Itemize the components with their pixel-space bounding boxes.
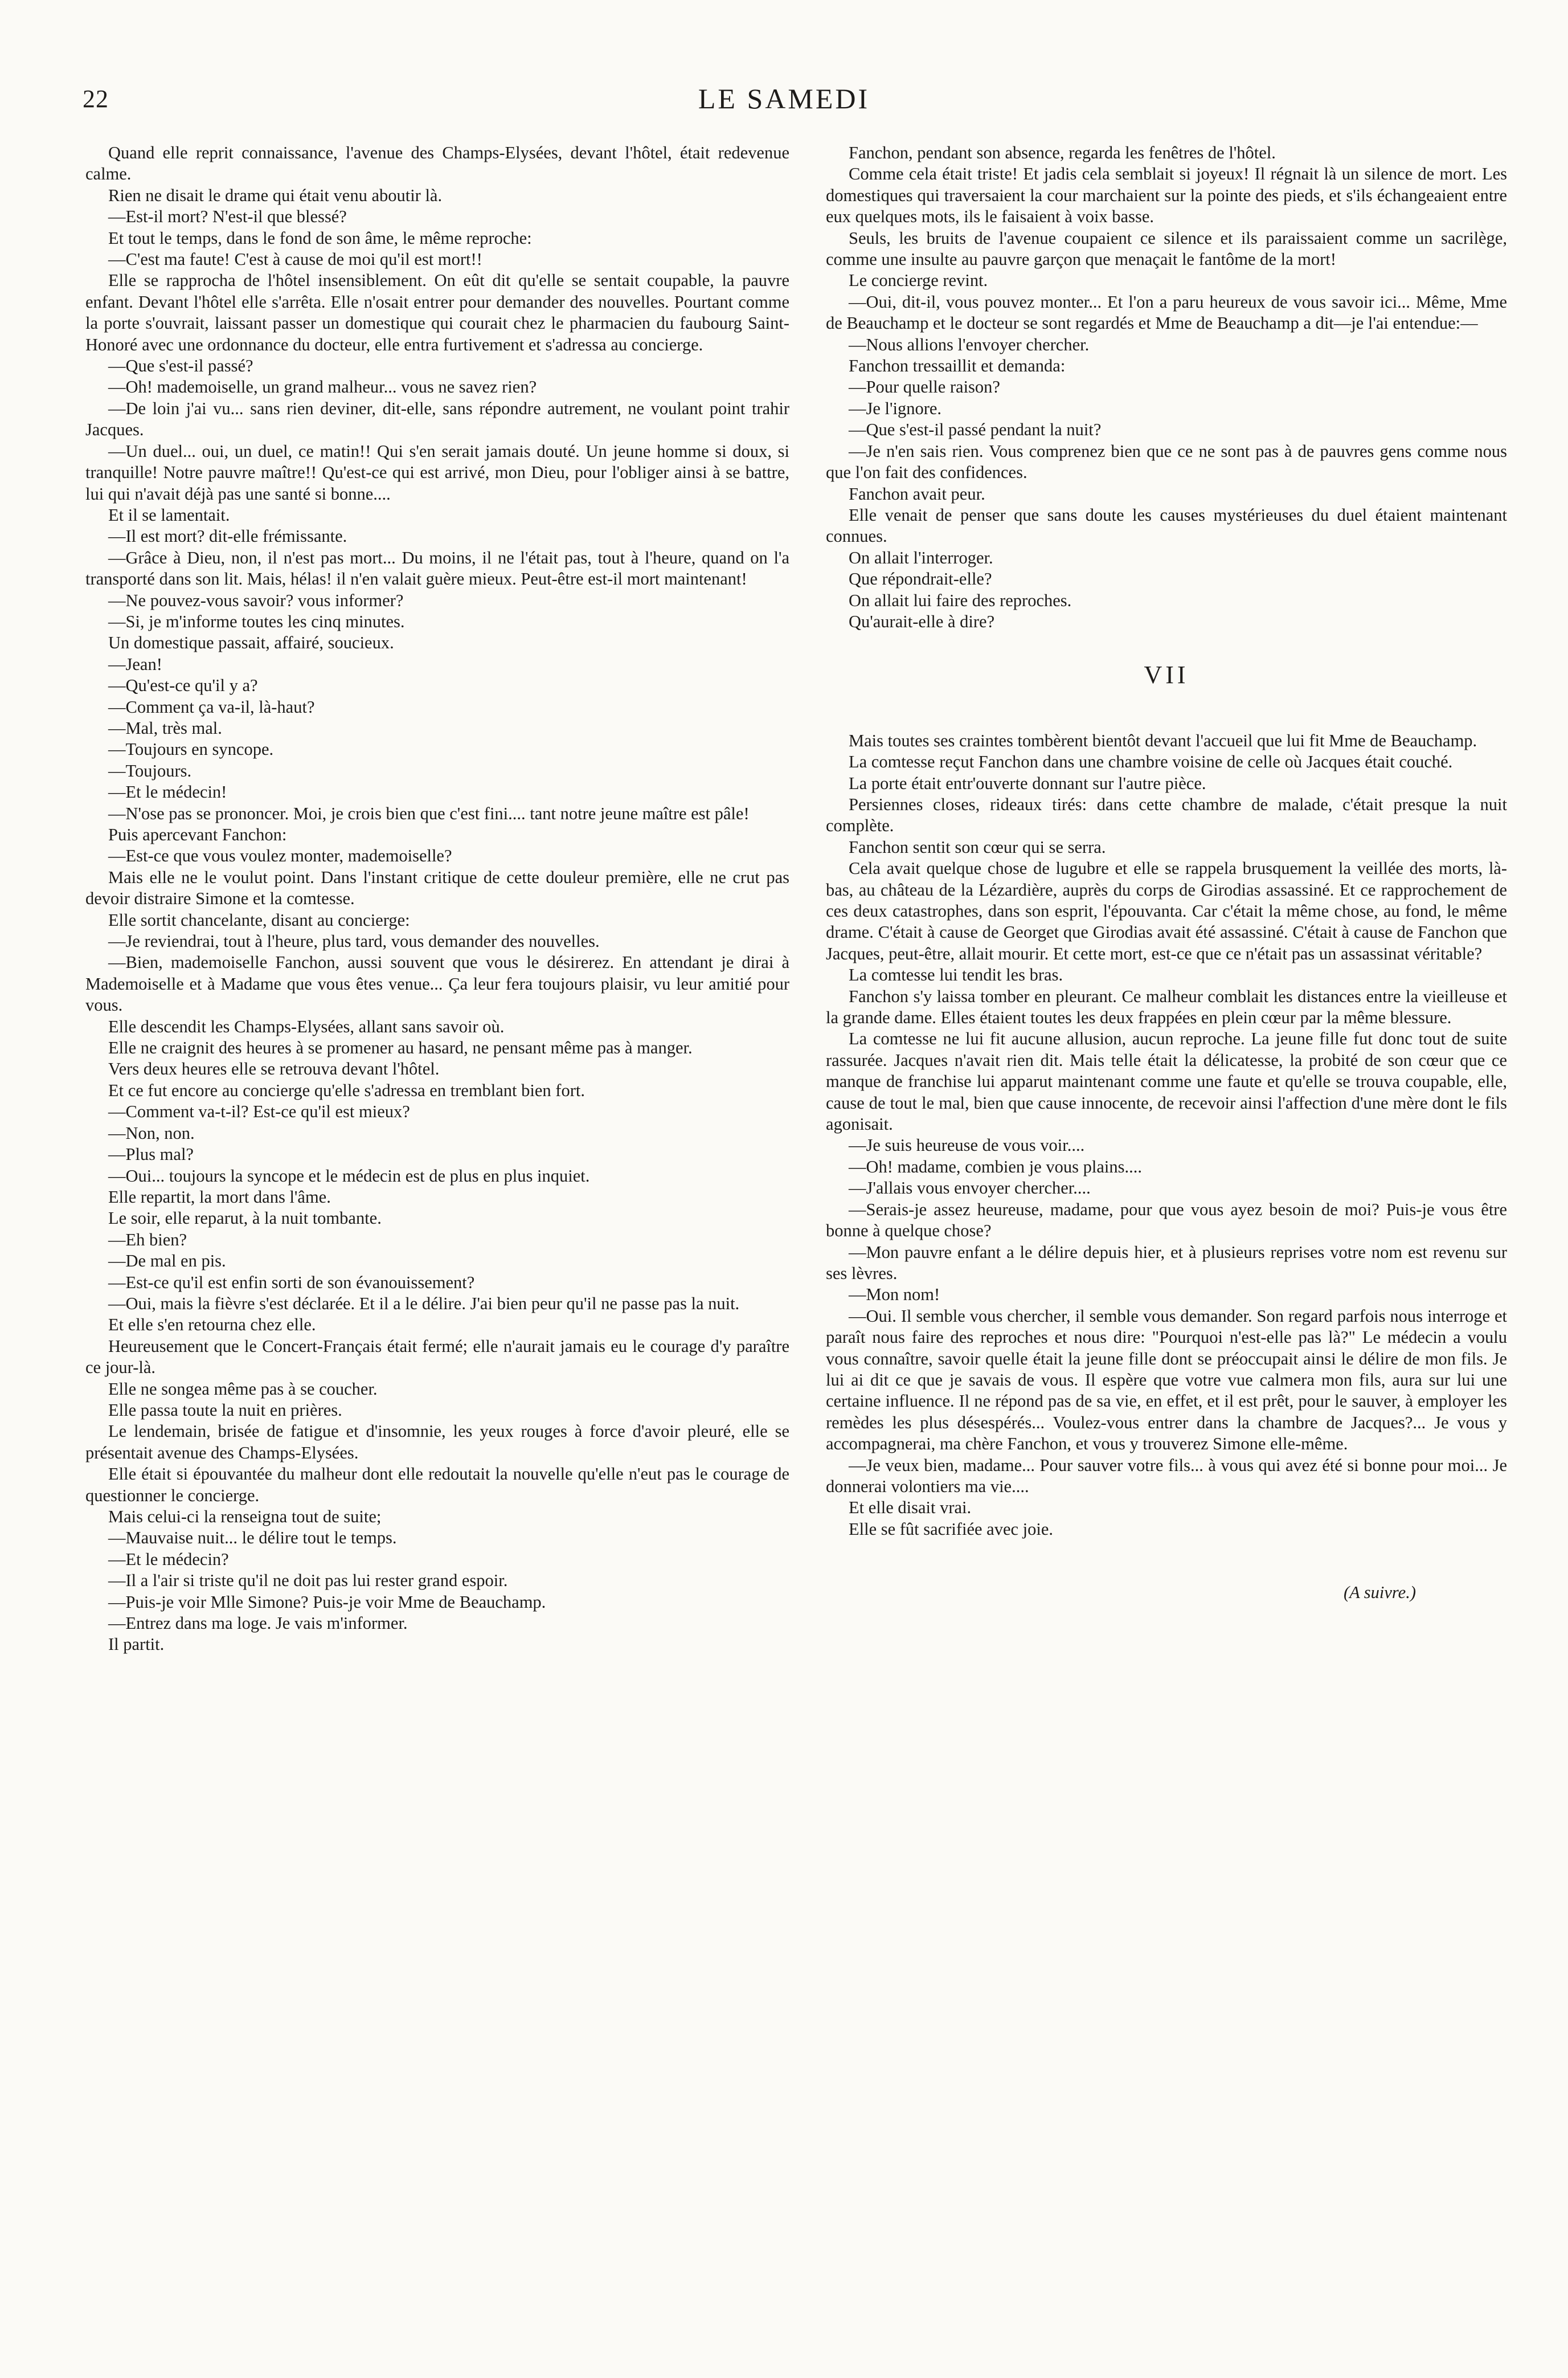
paragraph: —Oui. Il semble vous chercher, il semble vous demander. Son regard parfois nous interroge et paraît nous faire des reproches et nous dire: "Pourquoi n'est-elle pas là?" Le médecin a voulu vous connaître, savoir quelle était la jeune fille dont se préoccupait ainsi le délire de mon fils. Je lui ai dit ce que je savais de vous. Il espère que votre vue calmera mon fils, aura sur lui une certaine influence. Il ne répond pas de sa vie, en effet, et il est prêt, pour le sauver, à employer les remèdes les plus désespérés... Voulez-vous entrer dans la chambre de Jacques?... Je vous y accompagnerai, ma chère Fanchon, et vous y trouverez Simone elle-même. [826, 1306, 1507, 1454]
paragraph: —Serais-je assez heureuse, madame, pour que vous ayez besoin de moi? Puis-je vous être bonne à quelque chose? [826, 1199, 1507, 1241]
paragraph: Elle se rapprocha de l'hôtel insensiblement. On eût dit qu'elle se sentait coupable, la pauvre enfant. Devant l'hôtel elle s'arrêta. Elle n'osait entrer pour demander des nouvelles. Pourtant comme la porte s'ouvrait, laissant passer un domestique qui courait chez le pharmacien du faubourg Saint-Honoré avec une ordonnance du docteur, elle entra furtivement et s'adressa au concierge. [85, 271, 789, 354]
paragraph: Mais toutes ses craintes tombèrent bientôt devant l'accueil que lui fit Mme de Beauchamp. [849, 730, 1477, 750]
paragraph: —Mal, très mal. [108, 718, 222, 738]
page-number: 22 [83, 85, 109, 113]
paragraph: —Grâce à Dieu, non, il n'est pas mort... Du moins, il ne l'était pas, tout à l'heure, quand on l'a transporté dans son lit. Mais, hélas! il n'en valait guère mieux. Peut-être est-il mort maintenant! [85, 547, 789, 589]
paragraph: Cela avait quelque chose de lugubre et elle se rappela brusquement la veillée des morts, là-bas, au château de la Lézardière, auprès du corps de Girodias assassiné. Et ce rapprochement de ces deux catastrophes, dans son esprit, l'épouvanta. Car c'était la même chose, au fond, le même drame. C'était à cause de Georget que Girodias avait été assassiné. C'était à cause de Fanchon que Jacques, peut-être, allait mourir. Et cette mort, est-ce que ce n'était pas un assassinat véritable? [826, 859, 1507, 963]
paragraph: Mais celui-ci la renseigna tout de suite; [108, 1507, 382, 1526]
paragraph: —Est-ce que vous voulez monter, mademoiselle? [108, 846, 452, 866]
left-column [85, 142, 789, 1656]
paragraph: —C'est ma faute! C'est à cause de moi qu'il est mort!! [108, 250, 482, 269]
paragraph: Elle sortit chancelante, disant au concierge: [108, 910, 410, 930]
paragraph: —Toujours en syncope. [108, 739, 274, 759]
paragraph: —Oh! madame, combien je vous plains.... [849, 1157, 1143, 1176]
paragraph: —Oui, dit-il, vous pouvez monter... Et l'on a paru heureux de vous savoir ici... Même, Mme de Beauchamp et le docteur se sont regardés et Mme de Beauchamp a dit—je l'ai entendue:— [826, 292, 1507, 333]
journal-title: LE SAMEDI [698, 83, 870, 115]
to-be-continued: (A suivre.) [1343, 1583, 1416, 1603]
paragraph: Elle ne craignit des heures à se promener au hasard, ne pensant même pas à manger. [108, 1038, 693, 1058]
paragraph: La comtesse reçut Fanchon dans une chambre voisine de celle où Jacques était couché. [849, 752, 1453, 772]
paragraph: —Mon nom! [849, 1285, 940, 1305]
paragraph: —Est-il mort? N'est-il que blessé? [108, 207, 347, 227]
paragraph: Vers deux heures elle se retrouva devant l'hôtel. [108, 1059, 440, 1079]
paragraph: Elle descendit les Champs-Elysées, allant sans savoir où. [108, 1016, 505, 1036]
paragraph: —Oui... toujours la syncope et le médecin est de plus en plus inquiet. [108, 1166, 590, 1186]
paragraph: Et elle s'en retourna chez elle. [108, 1315, 316, 1335]
paragraph: —De loin j'ai vu... sans rien deviner, dit-elle, sans répondre autrement, ne voulant point trahir Jacques. [85, 398, 789, 440]
paragraph: La porte était entr'ouverte donnant sur l'autre pièce. [849, 773, 1206, 793]
paragraph: —Mauvaise nuit... le délire tout le temps. [108, 1528, 397, 1548]
right-column [826, 142, 1507, 1604]
paragraph: —Comment va-t-il? Est-ce qu'il est mieux? [108, 1102, 410, 1122]
paragraph: —Oh! mademoiselle, un grand malheur... vous ne savez rien? [108, 377, 537, 397]
paragraph: Fanchon avait peur. [849, 484, 985, 504]
right-column-bottom [826, 730, 1507, 1540]
paragraph: —Plus mal? [108, 1145, 194, 1165]
paragraph: —Entrez dans ma loge. Je vais m'informer. [108, 1613, 408, 1633]
paragraph: Elle était si épouvantée du malheur dont elle redoutait la nouvelle qu'elle n'eut pas le courage de questionner le concierge. [85, 1464, 789, 1505]
paragraph: —Eh bien? [108, 1229, 187, 1249]
paragraph: —Je l'ignore. [849, 398, 942, 418]
paragraph: Elle repartit, la mort dans l'âme. [108, 1187, 331, 1207]
paragraph: —J'allais vous envoyer chercher.... [849, 1178, 1091, 1198]
paragraph: —Que s'est-il passé pendant la nuit? [849, 420, 1102, 440]
paragraph: Un domestique passait, affairé, soucieux. [108, 633, 394, 653]
paragraph: Le concierge revint. [849, 271, 988, 291]
paragraph: —Que s'est-il passé? [108, 356, 253, 376]
paragraph: —Pour quelle raison? [849, 377, 1000, 397]
paragraph: Et tout le temps, dans le fond de son âme, le même reproche: [108, 228, 532, 248]
paragraph: —Je n'en sais rien. Vous comprenez bien que ce ne sont pas à de pauvres gens comme nous que l'on fait des confidences. [826, 441, 1507, 483]
paragraph: Que répondrait-elle? [849, 569, 992, 589]
paragraph: Rien ne disait le drame qui était venu aboutir là. [108, 185, 443, 205]
paragraph: —De mal en pis. [108, 1251, 226, 1271]
paragraph: —Je reviendrai, tout à l'heure, plus tard, vous demander des nouvelles. [108, 931, 600, 951]
paragraph: Et il se lamentait. [108, 505, 230, 525]
paragraph: Elle ne songea même pas à se coucher. [108, 1379, 378, 1399]
paragraph: Elle passa toute la nuit en prières. [108, 1400, 342, 1420]
paragraph: —Est-ce qu'il est enfin sorti de son évanouissement? [108, 1272, 475, 1292]
paragraph: Heureusement que le Concert-Français était fermé; elle n'aurait jamais eu le courage d'y paraître ce jour-là. [85, 1336, 789, 1378]
paragraph: La comtesse ne lui fit aucune allusion, aucun reproche. La jeune fille fut donc tout de suite rassurée. Jacques n'avait rien dit. Mais telle était la délicatesse, la probité de son cœur que ce manque de franchise lui apparut maintenant comme une faute et qu'elle se trouva coupable, elle, cause de tout le mal, bien que cause innocente, de recevoir ainsi l'affection d'une mère dont le fils agonisait. [826, 1029, 1507, 1134]
paragraph: On allait l'interroger. [849, 547, 993, 567]
paragraph: Fanchon, pendant son absence, regarda les fenêtres de l'hôtel. [849, 143, 1276, 162]
paragraph: —Mon pauvre enfant a le délire depuis hier, et à plusieurs reprises votre nom est revenu sur ses lèvres. [826, 1242, 1507, 1283]
paragraph: Quand elle reprit connaissance, l'avenue des Champs-Elysées, devant l'hôtel, était redevenue calme. [85, 143, 789, 184]
paragraph: —N'ose pas se prononcer. Moi, je crois bien que c'est fini.... tant notre jeune maître est pâle! [108, 803, 750, 823]
paragraph: La comtesse lui tendit les bras. [849, 965, 1063, 985]
paragraph: —Ne pouvez-vous savoir? vous informer? [108, 590, 404, 610]
paragraph: Et elle disait vrai. [849, 1498, 972, 1518]
paragraph: —Un duel... oui, un duel, ce matin!! Qui s'en serait jamais douté. Un jeune homme si doux, si tranquille! Notre pauvre maître!! Qu'est-ce qui est arrivé, mon Dieu, pour l'obliger ainsi à se battre, lui qui n'avait déjà pas une santé si bonne.... [85, 441, 789, 504]
paragraph: Elle venait de penser que sans doute les causes mystérieuses du duel étaient maintenant connues. [826, 505, 1507, 546]
paragraph: —Comment ça va-il, là-haut? [108, 697, 315, 717]
paragraph: Mais elle ne le voulut point. Dans l'instant critique de cette douleur première, elle ne crut pas devoir distraire Simone et la comtesse. [85, 867, 789, 909]
paragraph: Le soir, elle reparut, à la nuit tombante. [108, 1208, 382, 1228]
paragraph: Puis apercevant Fanchon: [108, 825, 287, 844]
paragraph: —Nous allions l'envoyer chercher. [849, 334, 1090, 354]
paragraph: Qu'aurait-elle à dire? [849, 611, 995, 631]
paragraph: —Puis-je voir Mlle Simone? Puis-je voir Mme de Beauchamp. [108, 1592, 546, 1612]
paragraph: Elle se fût sacrifiée avec joie. [849, 1519, 1054, 1539]
paragraph: —Non, non. [108, 1123, 195, 1143]
chapter-heading: VII [1144, 661, 1189, 689]
paragraph: Seuls, les bruits de l'avenue coupaient ce silence et ils paraissaient comme un sacrilège, comme une insulte au pauvre garçon que menaçait le fantôme de la mort! [826, 228, 1507, 269]
paragraph: —Oui, mais la fièvre s'est déclarée. Et il a le délire. J'ai bien peur qu'il ne passe pas la nuit. [108, 1293, 740, 1313]
paragraph: Persiennes closes, rideaux tirés: dans cette chambre de malade, c'était presque la nuit complète. [826, 794, 1507, 836]
paragraph: —Il est mort? dit-elle frémissante. [108, 526, 347, 546]
paragraph: —Et le médecin! [108, 782, 227, 802]
paragraph: —Toujours. [108, 761, 192, 781]
paragraph: —Si, je m'informe toutes les cinq minutes. [108, 611, 405, 631]
paragraph: —Bien, mademoiselle Fanchon, aussi souvent que vous le désirerez. En attendant je dirai à Mademoiselle et à Madame que vous êtes venue... Ça leur fera toujours plaisir, vu leur amitié pour vous. [85, 953, 789, 1015]
paragraph: Fanchon sentit son cœur qui se serra. [849, 837, 1106, 857]
paragraph: Comme cela était triste! Et jadis cela semblait si joyeux! Il régnait là un silence de mort. Les domestiques qui traversaient la cour marchaient sur la pointe des pieds, et s'ils échangeaient entre eux quelques mots, ils le faisaient à voix basse. [826, 164, 1507, 227]
paragraph: Fanchon tressaillit et demanda: [849, 356, 1066, 376]
paragraph: —Et le médecin? [108, 1549, 229, 1569]
paragraph: Et ce fut encore au concierge qu'elle s'adressa en tremblant bien fort. [108, 1080, 585, 1100]
paragraph: —Je veux bien, madame... Pour sauver votre fils... à vous qui avez été si bonne pour moi... Je donnerai volontiers ma vie.... [826, 1455, 1507, 1496]
paragraph: —Qu'est-ce qu'il y a? [108, 676, 258, 696]
paragraph: —Je suis heureuse de vous voir.... [849, 1135, 1085, 1155]
paragraph: —Il a l'air si triste qu'il ne doit pas lui rester grand espoir. [108, 1571, 508, 1591]
paragraph: Fanchon s'y laissa tomber en pleurant. Ce malheur comblait les distances entre la vieilleuse et la grande dame. Elles étaient toutes les deux frappées en plein cœur par la même blessure. [826, 986, 1507, 1028]
paragraph: On allait lui faire des reproches. [849, 590, 1072, 610]
paragraph: —Jean! [108, 654, 162, 674]
paragraph: Le lendemain, brisée de fatigue et d'insomnie, les yeux rouges à force d'avoir pleuré, elle se présentait avenue des Champs-Elysées. [85, 1421, 789, 1462]
paragraph: Il partit. [108, 1635, 165, 1654]
right-column-top [826, 142, 1507, 632]
